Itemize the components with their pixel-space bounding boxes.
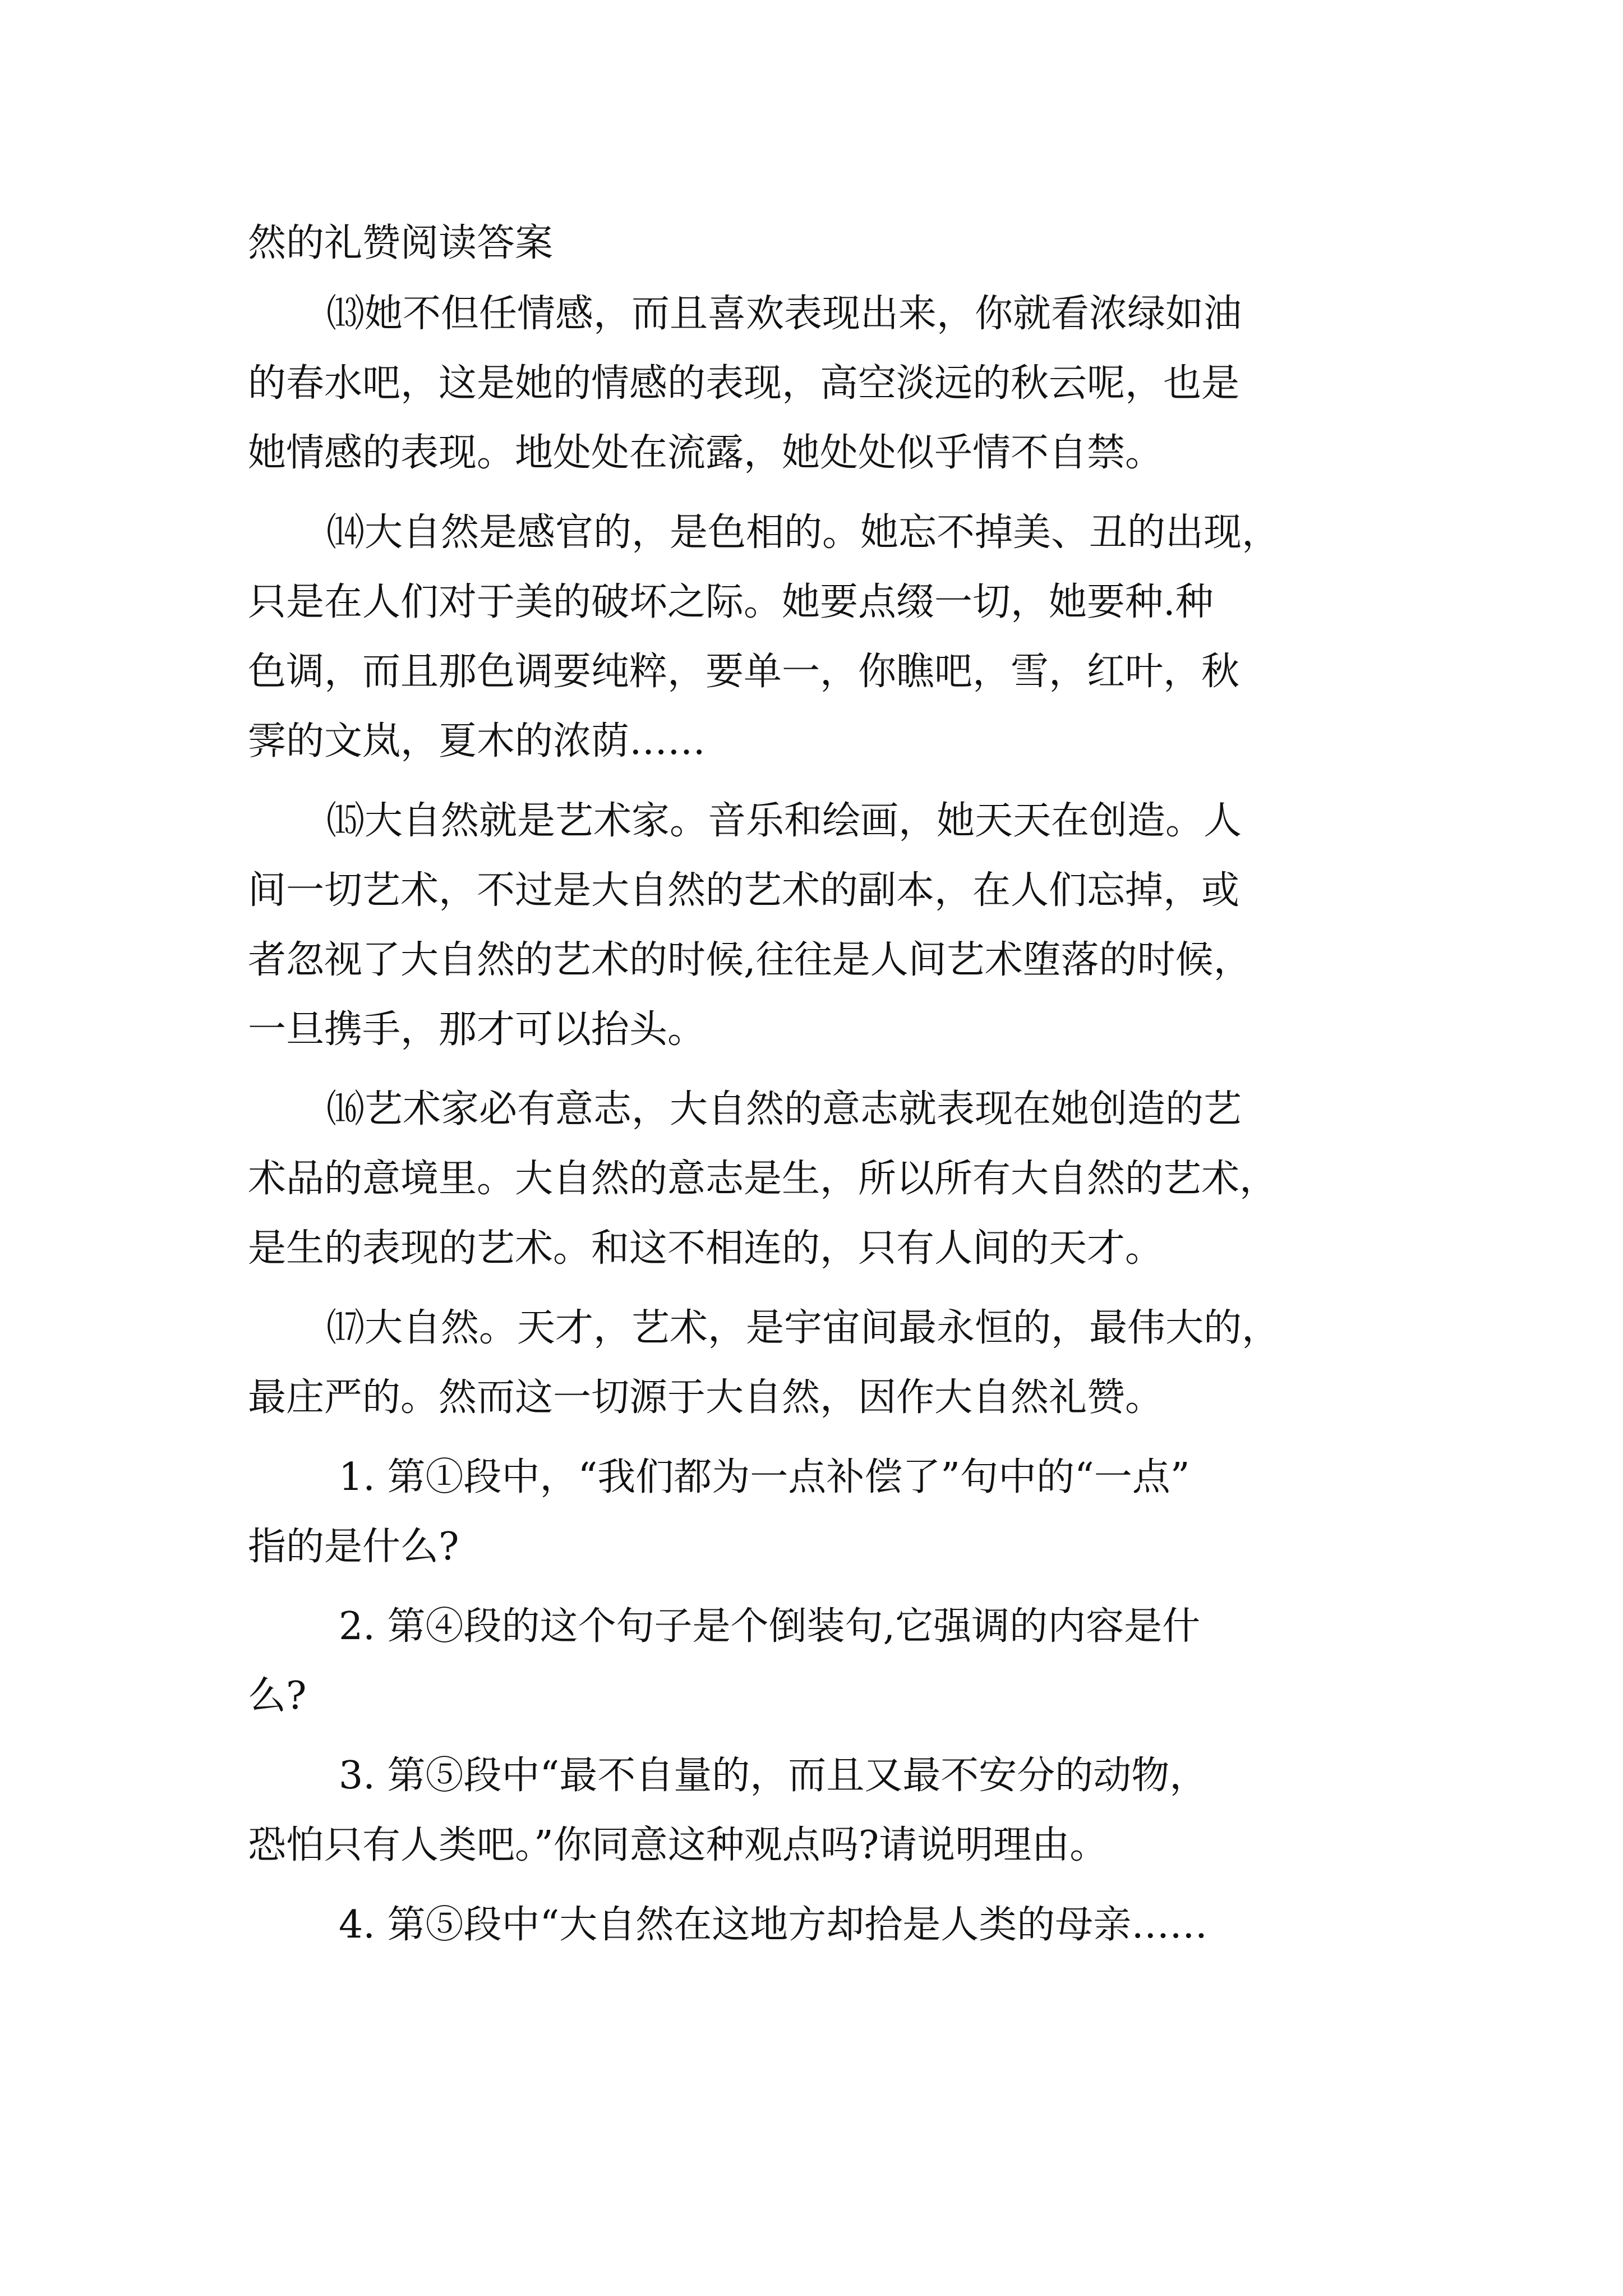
question-2 <box>248 1592 1386 1731</box>
paragraph-15 <box>248 786 1386 1065</box>
paragraph-line: 间一切艺术，不过是大自然的艺术的副本，在人们忘掉，或 <box>248 868 1240 913</box>
paragraph-line: 霁的文岚，夏木的浓荫…… <box>248 719 706 763</box>
paragraph-line: 色调，而且那色调要纯粹，要单一，你瞧吧，雪，红叶，秋 <box>248 650 1240 694</box>
paragraph-line: ⒂大自然就是艺术家。音乐和绘画，她天天在创造。人 <box>326 799 1242 843</box>
question-line: 2. 第④段的这个句子是个倒装句,它强调的内容是什 <box>339 1604 1201 1649</box>
paragraph-line: 只是在人们对于美的破坏之际。她要点缀一切，她要种.种 <box>248 580 1214 624</box>
question-line: 恐怕只有人类吧。”你同意这种观点吗?请说明理由。 <box>248 1823 1108 1867</box>
paragraph-line: ⒁大自然是感官的，是色相的。她忘不掉美、丑的出现， <box>326 510 1280 555</box>
paragraph-14 <box>248 498 1386 776</box>
paragraph-13 <box>248 279 1386 488</box>
paragraph-line: 是生的表现的艺术。和这不相连的，只有人间的天才。 <box>248 1226 1164 1271</box>
paragraph-line: ⒀她不但任情感，而且喜欢表现出来，你就看浓绿如油 <box>326 292 1242 336</box>
paragraph-line: ⒄大自然。天才，艺术，是宇宙间最永恒的，最伟大的， <box>326 1306 1280 1350</box>
question-3 <box>248 1741 1386 1880</box>
document-page <box>248 209 1386 1970</box>
paragraph-line: 的春水吧，这是她的情感的表现，高空淡远的秋云呢，也是 <box>248 361 1240 406</box>
paragraph-line: 者忽视了大自然的艺术的时候,往往是人间艺术堕落的时候， <box>248 938 1252 982</box>
question-line: 指的是什么? <box>248 1525 459 1569</box>
question-4 <box>248 1890 1386 1960</box>
question-line: 么? <box>248 1674 307 1718</box>
paragraph-line: ⒃艺术家必有意志，大自然的意志就表现在她创造的艺 <box>326 1087 1242 1131</box>
paragraph-line: 术品的意境里。大自然的意志是生，所以所有大自然的艺术， <box>248 1157 1278 1201</box>
paragraph-16 <box>248 1075 1386 1283</box>
paragraph-line: 一旦携手，那才可以抬头。 <box>248 1007 706 1052</box>
question-line: 4. 第⑤段中“大自然在这地方却拾是人类的母亲…… <box>339 1903 1208 1947</box>
question-line: 3. 第⑤段中“最不自量的，而且又最不安分的动物， <box>339 1754 1208 1798</box>
question-line: 1. 第①段中，“我们都为一点补偿了”句中的“一点” <box>339 1455 1190 1499</box>
paragraph-line: 她情感的表现。地处处在流露，她处处似乎情不自禁。 <box>248 431 1164 475</box>
document-title: 然的礼赞阅读答案 <box>248 221 554 265</box>
question-1 <box>248 1443 1386 1582</box>
paragraph-17 <box>248 1294 1386 1433</box>
paragraph-line: 最庄严的。然而这一切源于大自然，因作大自然礼赞。 <box>248 1375 1164 1420</box>
